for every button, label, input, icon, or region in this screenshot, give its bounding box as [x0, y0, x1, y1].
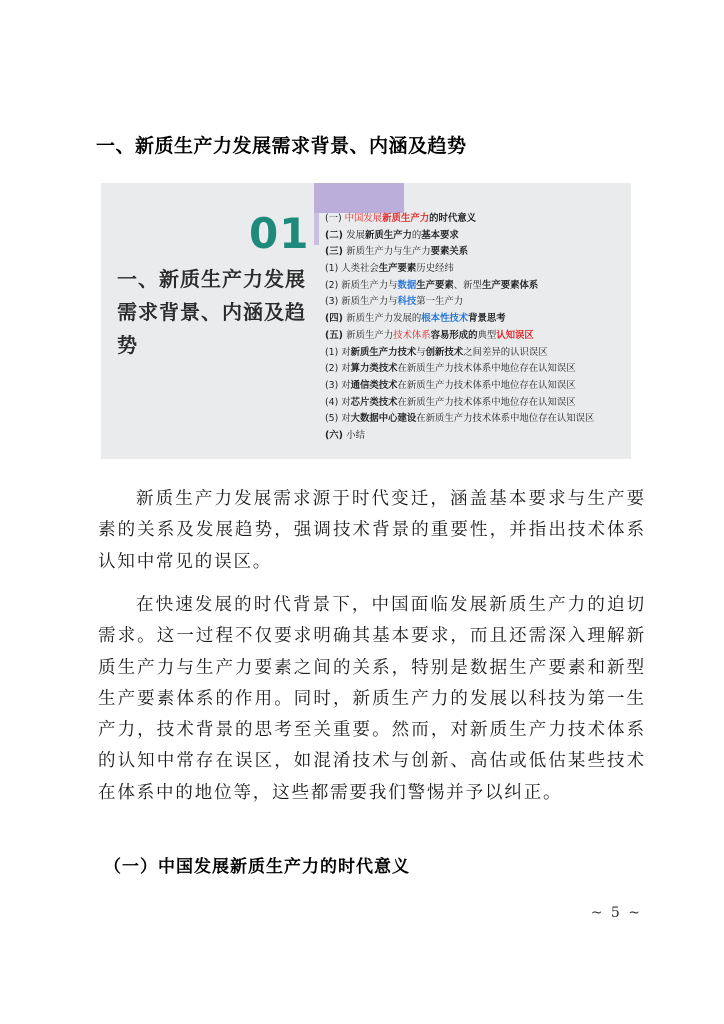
toc-item-text: 容易形成的 [430, 329, 478, 341]
section-heading: 一、新质生产力发展需求背景、内涵及趋势 [96, 135, 467, 157]
toc-item [325, 211, 625, 228]
toc-item-text: 新质生产力与生产力 [346, 246, 431, 258]
figure-section-title: 一、新质生产力发展需求背景、内涵及趋势 [117, 267, 306, 357]
toc-item-text: 在新质生产力技术体系中地位存在认知误区 [416, 413, 595, 425]
toc-item-text: 基本要求 [421, 229, 459, 241]
decorative-bar [314, 183, 404, 213]
toc-item-text: 在新质生产力技术体系中地位存在认知误区 [397, 379, 576, 391]
toc-item-text: 芯片类技术 [350, 396, 398, 408]
toc-item-text: (2) 对 [325, 363, 351, 375]
toc-item-text: 发展 [346, 229, 365, 241]
toc-item-text: 新质生产力 [382, 213, 430, 224]
toc-item-text: 创新技术 [425, 346, 464, 358]
toc-item-text: (四) [325, 313, 347, 325]
toc-item-text: 生产要素体系 [481, 279, 539, 291]
toc-item-text: (一) [325, 213, 345, 224]
toc-item-text: 、新型 [453, 279, 482, 291]
toc-item-text: (3) 新质生产力与 [325, 296, 398, 308]
toc-item [325, 244, 625, 261]
toc-item-text: (3) 对 [325, 379, 351, 391]
toc-item-text: 认知误区 [496, 329, 534, 341]
toc-item-text: 数据 [397, 279, 417, 291]
toc-item [325, 278, 625, 295]
toc-item-text: 第一生产力 [416, 296, 464, 308]
toc-item-text: 的 [411, 229, 422, 241]
toc-item-text: (5) 对 [325, 413, 351, 425]
toc-item [325, 261, 625, 278]
toc-item [325, 428, 625, 445]
toc-item [325, 228, 625, 245]
toc-item-text: 典型 [477, 329, 497, 341]
toc-item [325, 294, 625, 311]
toc-item-text: 算力类技术 [350, 363, 398, 375]
toc-item-text: 在新质生产力技术体系中地位存在认知误区 [397, 363, 576, 375]
toc-item-text: 小结 [346, 429, 365, 441]
toc-item [325, 311, 625, 328]
toc-item [325, 378, 625, 395]
toc-item-text: (五) [325, 329, 347, 341]
toc-item-text: 新质生产力 [346, 329, 394, 341]
toc-item-text: 要素关系 [430, 246, 469, 258]
toc-item-text: 的时代意义 [429, 213, 476, 224]
toc-item [325, 328, 625, 345]
toc-item-text: (2) 新质生产力与 [325, 279, 398, 291]
toc-item [325, 395, 625, 412]
toc-item [325, 411, 625, 428]
paragraph: 新质生产力发展需求源于时代变迁，涵盖基本要求与生产要素的关系及发展趋势，强调技术背景的重要性，并指出技术体系认知中常见的误区。 [98, 489, 646, 572]
toc-figure [101, 183, 631, 459]
toc-item-text: 根本性技术 [421, 313, 469, 325]
toc-item-text: 在新质生产力技术体系中地位存在认知误区 [397, 396, 576, 408]
toc-item-text: 背景思考 [468, 313, 506, 325]
toc-item [325, 345, 625, 362]
toc-item-text: (三) [325, 246, 347, 258]
toc-item-text: 历史经纬 [416, 263, 454, 275]
toc-item-text: (4) 对 [325, 396, 351, 408]
section-number: 01 [249, 209, 310, 258]
toc-item-text: 与 [416, 346, 426, 358]
toc-item-text: 生产要素 [416, 279, 454, 291]
toc-item-text: (六) [325, 429, 347, 441]
toc-item-text: 技术体系 [393, 329, 431, 341]
toc-list [325, 211, 625, 445]
toc-item-text: 新质生产力技术 [350, 346, 417, 358]
toc-item-text: (1) 人类社会 [325, 263, 379, 275]
page-number: ~ 5 ~ [590, 905, 642, 921]
toc-item-text: (二) [325, 229, 347, 241]
toc-item-text: 之间差异的认识误区 [463, 346, 548, 358]
toc-item-text: (1) 对 [325, 346, 351, 358]
decorative-bar-vertical [314, 213, 319, 245]
toc-item-text: 中国发展 [344, 213, 383, 224]
toc-item-text: 生产要素 [378, 263, 417, 275]
toc-item-text: 科技 [397, 296, 417, 308]
toc-item-text: 通信类技术 [350, 379, 398, 391]
toc-item-text: 新质生产力 [364, 229, 412, 241]
toc-item-text: 大数据中心建设 [350, 413, 417, 425]
toc-item-text: 新质生产力发展的 [346, 313, 422, 325]
subsection-heading: （一）中国发展新质生产力的时代意义 [104, 857, 410, 877]
paragraph: 在快速发展的时代背景下，中国面临发展新质生产力的迫切需求。这一过程不仅要求明确其基本要求，而且还需深入理解新质生产力与生产力要素之间的关系，特别是数据生产要素和新型生产要素体系的作用。同时，新质生产力的发展以科技为第一生产力，技术背景的思考至关重要。然而，对新质生产力技术体系的认知中常存在误区，如混淆技术与创新、高估或低估某些技术在体系中的地位等，这些都需要我们警惕并予以纠正。 [98, 595, 646, 803]
toc-item [325, 361, 625, 378]
